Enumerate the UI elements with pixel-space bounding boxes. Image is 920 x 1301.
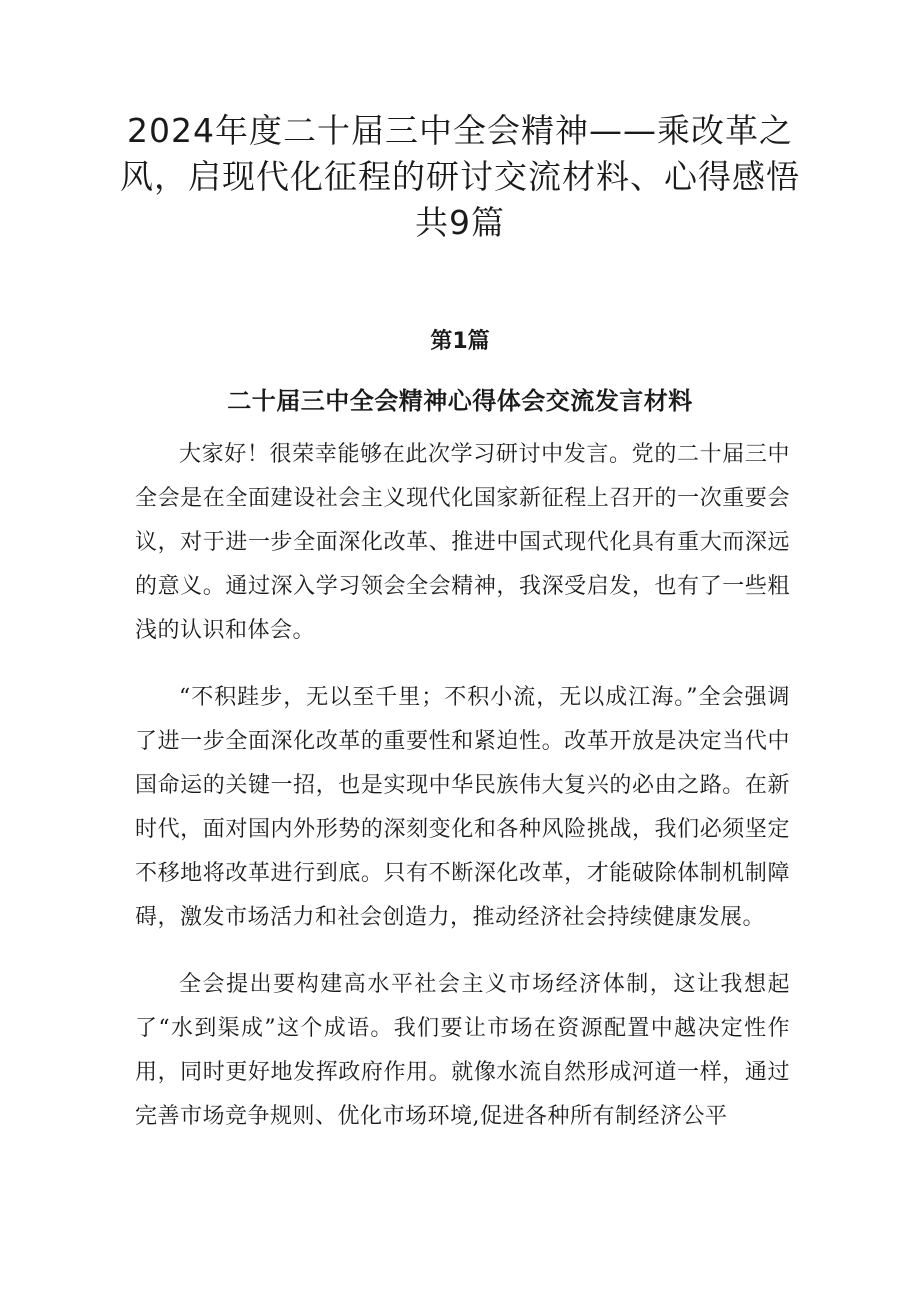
- part-label: 第1篇: [430, 329, 490, 354]
- body-paragraph: 大家好！很荣幸能够在此次学习研讨中发言。党的二十届三中全会是在全面建设社会主义现代化国家新征程上召开的一次重要会议，对于进一步全面深化改革、推进中国式现代化具有重大而深远的意义。通过深入学习领会全会精神，我深受启发，也有了一些粗浅的认识和体会。: [135, 442, 790, 643]
- document-title: 2024年度二十届三中全会精神——乘改革之风，启现代化征程的研讨交流材料、心得感悟共9篇: [120, 111, 800, 242]
- body-paragraph: “不积跬步，无以至千里；不积小流，无以成江海。”全会强调了进一步全面深化改革的重要性和紧迫性。改革开放是决定当代中国命运的关键一招，也是实现中华民族伟大复兴的必由之路。在新时代，面对国内外形势的深刻变化和各种风险挑战，我们必须坚定不移地将改革进行到底。只有不断深化改革，才能破除体制机制障碍，激发市场活力和社会创造力，推动经济社会持续健康发展。: [135, 685, 790, 930]
- section-heading: 二十届三中全会精神心得体会交流发言材料: [227, 387, 693, 415]
- document-body: [135, 433, 790, 1162]
- body-paragraph: 全会提出要构建高水平社会主义市场经济体制，这让我想起了“水到渠成”这个成语。我们要让市场在资源配置中越决定性作用，同时更好地发挥政府作用。就像水流自然形成河道一样，通过完善市场竞争规则、优化市场环境,促进各种所有制经济公平: [135, 972, 790, 1129]
